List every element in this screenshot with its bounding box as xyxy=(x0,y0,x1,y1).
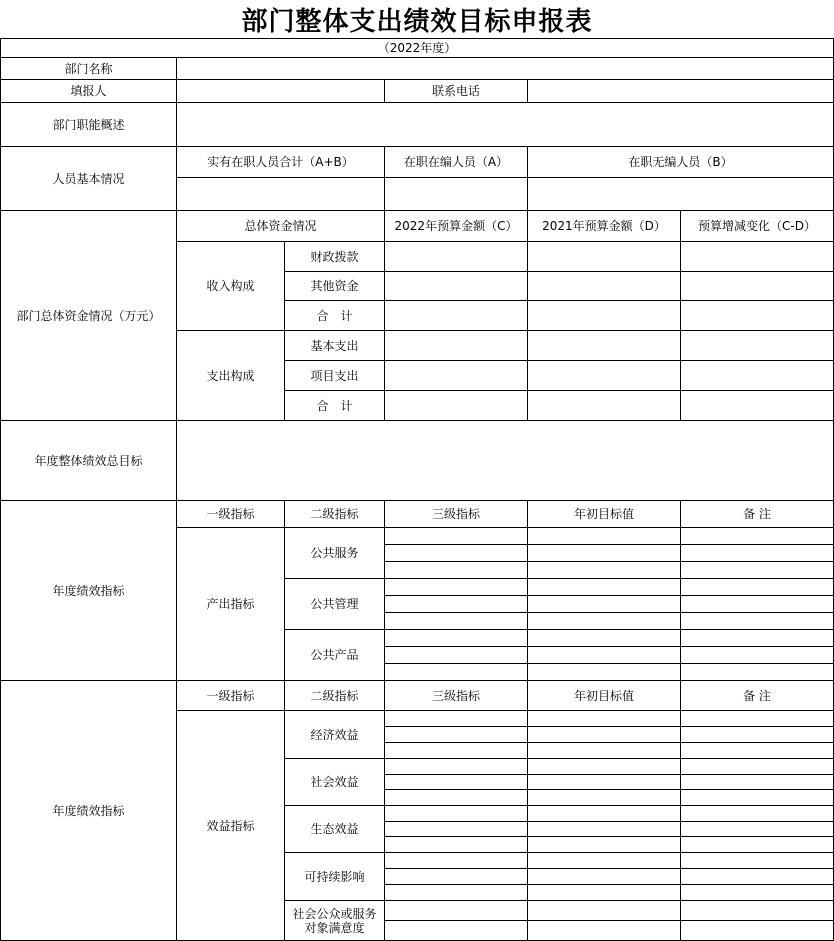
benefit-remark-field[interactable] xyxy=(680,836,834,853)
staff-total-field[interactable] xyxy=(176,177,385,211)
benefit-level3-field[interactable] xyxy=(384,920,528,941)
benefit-target-field[interactable] xyxy=(527,821,681,837)
benefit-remark-field[interactable] xyxy=(680,821,834,837)
fiscal-allocation-label: 财政拨款 xyxy=(284,241,385,272)
output-target-field[interactable] xyxy=(527,612,681,630)
project-expense-2022-field[interactable] xyxy=(384,360,528,391)
benefit-level3-field[interactable] xyxy=(384,868,528,885)
page-title: 部门整体支出绩效目标申报表 xyxy=(241,6,593,37)
filler-label: 填报人 xyxy=(0,79,177,103)
benefit-level3-field[interactable] xyxy=(384,805,528,822)
budget-2022-label: 2022年预算金额（C） xyxy=(384,210,528,242)
benefit-target-field[interactable] xyxy=(527,900,681,921)
output-remark-field[interactable] xyxy=(680,544,834,562)
benefit-level3-field[interactable] xyxy=(384,710,528,727)
output-level1-header: 一级指标 xyxy=(176,500,285,528)
output-remark-field[interactable] xyxy=(680,629,834,647)
output-level3-header: 三级指标 xyxy=(384,500,528,528)
benefit-level3-field[interactable] xyxy=(384,884,528,901)
benefit-level2-header: 二级指标 xyxy=(284,680,385,711)
output-level3-field[interactable] xyxy=(384,544,528,562)
output-remark-field[interactable] xyxy=(680,612,834,630)
benefit-remark-field[interactable] xyxy=(680,920,834,941)
output-remark-header: 备 注 xyxy=(680,500,834,528)
benefit-remark-field[interactable] xyxy=(680,789,834,806)
output-remark-field[interactable] xyxy=(680,663,834,681)
output-target-field[interactable] xyxy=(527,544,681,562)
output-level3-field[interactable] xyxy=(384,595,528,613)
output-remark-field[interactable] xyxy=(680,646,834,664)
funds-overall-label: 总体资金情况 xyxy=(176,210,385,242)
benefit-remark-field[interactable] xyxy=(680,758,834,775)
benefit-remark-field[interactable] xyxy=(680,852,834,869)
fiscal-allocation-2021-field[interactable] xyxy=(527,241,681,272)
expense-subtotal-2021-field[interactable] xyxy=(527,390,681,421)
other-funds-change-field[interactable] xyxy=(680,271,834,301)
benefit-target-field[interactable] xyxy=(527,920,681,941)
output-level3-field[interactable] xyxy=(384,663,528,681)
output-level3-field[interactable] xyxy=(384,646,528,664)
contact-phone-label: 联系电话 xyxy=(384,79,528,103)
benefit-indicators-section-label: 年度绩效指标 xyxy=(0,680,177,941)
output-item-label: 公共服务 xyxy=(284,527,385,579)
annual-goal-field[interactable] xyxy=(176,420,834,501)
budget-change-label: 预算增减变化（C-D） xyxy=(680,210,834,242)
income-subtotal-label: 合 计 xyxy=(284,300,385,331)
staff-in-staff-field[interactable] xyxy=(384,177,528,211)
benefit-target-field[interactable] xyxy=(527,710,681,727)
project-expense-change-field[interactable] xyxy=(680,360,834,391)
output-item-label: 公共管理 xyxy=(284,578,385,630)
income-subtotal-2022-field[interactable] xyxy=(384,300,528,331)
benefit-target-field[interactable] xyxy=(527,774,681,790)
output-target-field[interactable] xyxy=(527,561,681,579)
benefit-level3-field[interactable] xyxy=(384,852,528,869)
dept-function-label: 部门职能概述 xyxy=(0,102,177,147)
benefit-item-label: 社会效益 xyxy=(284,758,385,806)
project-expense-label: 项目支出 xyxy=(284,360,385,391)
benefit-level3-field[interactable] xyxy=(384,758,528,775)
benefit-item-label: 社会公众或服务 对象满意度 xyxy=(284,900,385,941)
project-expense-2021-field[interactable] xyxy=(527,360,681,391)
department-name-field[interactable] xyxy=(176,57,834,80)
expense-subtotal-change-field[interactable] xyxy=(680,390,834,421)
benefit-level3-field[interactable] xyxy=(384,789,528,806)
funds-section-label: 部门总体资金情况（万元） xyxy=(0,210,177,421)
benefit-remark-header: 备 注 xyxy=(680,680,834,711)
benefit-target-field[interactable] xyxy=(527,805,681,822)
output-remark-field[interactable] xyxy=(680,527,834,545)
benefit-item-label: 生态效益 xyxy=(284,805,385,853)
output-target-field[interactable] xyxy=(527,629,681,647)
benefit-level3-field[interactable] xyxy=(384,742,528,759)
basic-expense-label: 基本支出 xyxy=(284,330,385,361)
output-level3-field[interactable] xyxy=(384,527,528,545)
basic-expense-2021-field[interactable] xyxy=(527,330,681,361)
income-subtotal-change-field[interactable] xyxy=(680,300,834,331)
output-target-field[interactable] xyxy=(527,595,681,613)
benefit-remark-field[interactable] xyxy=(680,884,834,901)
department-name-label: 部门名称 xyxy=(0,57,177,80)
benefit-level1-label: 效益指标 xyxy=(176,710,285,941)
benefit-target-field[interactable] xyxy=(527,836,681,853)
benefit-target-field[interactable] xyxy=(527,758,681,775)
output-indicators-section-label: 年度绩效指标 xyxy=(0,500,177,681)
output-level3-field[interactable] xyxy=(384,561,528,579)
output-level3-field[interactable] xyxy=(384,578,528,596)
output-remark-field[interactable] xyxy=(680,578,834,596)
fiscal-allocation-change-field[interactable] xyxy=(680,241,834,272)
benefit-level3-field[interactable] xyxy=(384,836,528,853)
output-level3-field[interactable] xyxy=(384,612,528,630)
staff-in-staff-label: 在职在编人员（A） xyxy=(384,146,528,178)
other-funds-2021-field[interactable] xyxy=(527,271,681,301)
benefit-target-field[interactable] xyxy=(527,742,681,759)
income-subtotal-2021-field[interactable] xyxy=(527,300,681,331)
output-remark-field[interactable] xyxy=(680,561,834,579)
benefit-level3-field[interactable] xyxy=(384,900,528,921)
output-target-header: 年初目标值 xyxy=(527,500,681,528)
staff-non-staff-field[interactable] xyxy=(527,177,834,211)
output-target-field[interactable] xyxy=(527,646,681,664)
benefit-level1-header: 一级指标 xyxy=(176,680,285,711)
output-target-field[interactable] xyxy=(527,527,681,545)
expense-subtotal-2022-field[interactable] xyxy=(384,390,528,421)
staff-non-staff-label: 在职无编人员（B） xyxy=(527,146,834,178)
output-target-field[interactable] xyxy=(527,663,681,681)
output-item-label: 公共产品 xyxy=(284,629,385,681)
benefit-target-header: 年初目标值 xyxy=(527,680,681,711)
output-level1-label: 产出指标 xyxy=(176,527,285,681)
benefit-remark-field[interactable] xyxy=(680,900,834,921)
benefit-remark-field[interactable] xyxy=(680,742,834,759)
benefit-target-field[interactable] xyxy=(527,789,681,806)
output-level2-header: 二级指标 xyxy=(284,500,385,528)
benefit-remark-field[interactable] xyxy=(680,868,834,885)
benefit-item-label: 可持续影响 xyxy=(284,852,385,901)
other-funds-2022-field[interactable] xyxy=(384,271,528,301)
benefit-remark-field[interactable] xyxy=(680,805,834,822)
basic-expense-2022-field[interactable] xyxy=(384,330,528,361)
staff-total-label: 实有在职人员合计（A+B） xyxy=(176,146,385,178)
benefit-remark-field[interactable] xyxy=(680,774,834,790)
benefit-remark-field[interactable] xyxy=(680,726,834,743)
benefit-level3-header: 三级指标 xyxy=(384,680,528,711)
output-level3-field[interactable] xyxy=(384,629,528,647)
staff-section-label: 人员基本情况 xyxy=(0,146,177,211)
benefit-target-field[interactable] xyxy=(527,852,681,869)
benefit-target-field[interactable] xyxy=(527,726,681,743)
benefit-target-field[interactable] xyxy=(527,884,681,901)
dept-function-field[interactable] xyxy=(176,102,834,147)
benefit-level3-field[interactable] xyxy=(384,726,528,743)
income-composition-label: 收入构成 xyxy=(176,241,285,331)
benefit-target-field[interactable] xyxy=(527,868,681,885)
annual-goal-label: 年度整体绩效总目标 xyxy=(0,420,177,501)
benefit-item-label: 经济效益 xyxy=(284,710,385,759)
output-target-field[interactable] xyxy=(527,578,681,596)
filler-field[interactable] xyxy=(176,79,385,103)
benefit-level3-field[interactable] xyxy=(384,821,528,837)
output-remark-field[interactable] xyxy=(680,595,834,613)
basic-expense-change-field[interactable] xyxy=(680,330,834,361)
expense-composition-label: 支出构成 xyxy=(176,330,285,421)
year-label: （2022年度） xyxy=(0,38,834,58)
benefit-level3-field[interactable] xyxy=(384,774,528,790)
expense-subtotal-label: 合 计 xyxy=(284,390,385,421)
budget-2021-label: 2021年预算金额（D） xyxy=(527,210,681,242)
benefit-remark-field[interactable] xyxy=(680,710,834,727)
fiscal-allocation-2022-field[interactable] xyxy=(384,241,528,272)
other-funds-label: 其他资金 xyxy=(284,271,385,301)
contact-phone-field[interactable] xyxy=(527,79,834,103)
